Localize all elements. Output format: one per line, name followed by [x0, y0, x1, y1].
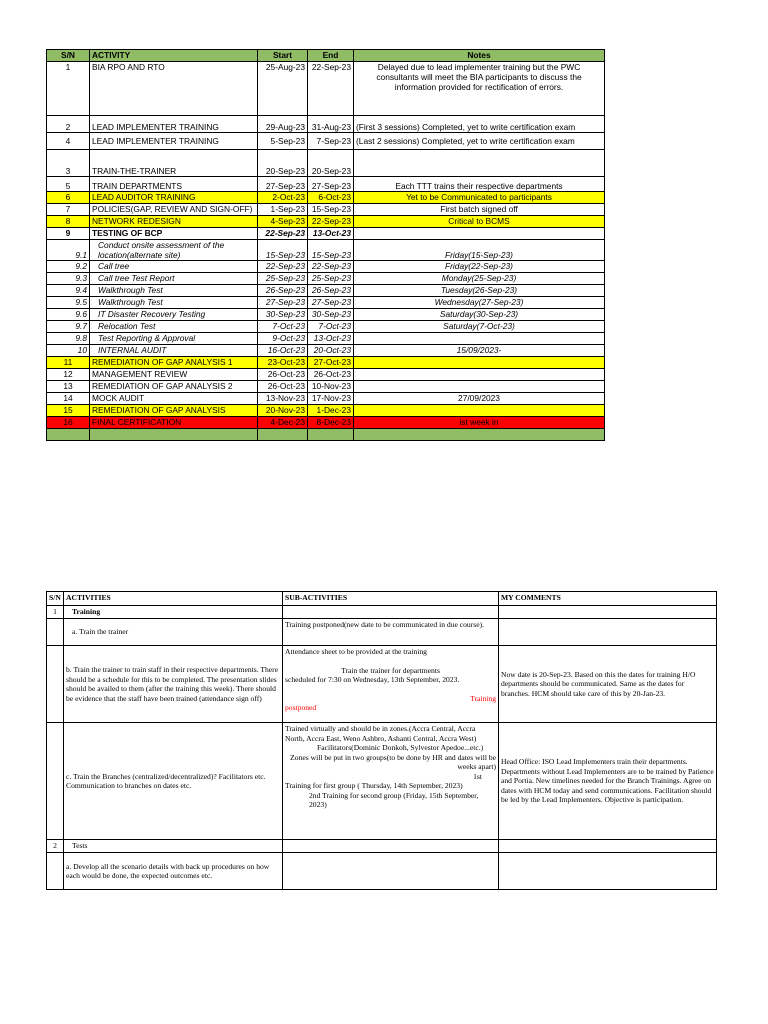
- row-notes: Delayed due to lead implementer training but the PWC consultants will meet the BIA participants to discuss the information provided for rectification of errors.: [354, 62, 605, 116]
- row-activity: Walkthrough Test: [90, 297, 258, 309]
- row-start: 23-Oct-23: [258, 357, 308, 369]
- activity-sub-cell: [283, 723, 499, 840]
- row-sn: 15: [47, 405, 90, 417]
- section-title: Training: [64, 606, 283, 619]
- row-sn: 16: [47, 417, 90, 429]
- row-activity: REMEDIATION OF GAP ANALYSIS: [90, 405, 258, 417]
- sub-line: scheduled for 7:30 on Wednesday, 13th September, 2023.: [285, 675, 460, 684]
- row-notes: Friday(15-Sep-23): [354, 240, 605, 261]
- schedule-row: [47, 216, 605, 228]
- row-end: 7-Sep-23: [308, 133, 354, 150]
- row-end: 27-Sep-23: [308, 177, 354, 192]
- schedule-header-row: [47, 50, 605, 62]
- row-end: 7-Oct-23: [308, 321, 354, 333]
- schedule-row: [47, 333, 605, 345]
- row-sn: 2: [47, 116, 90, 133]
- row-start: 27-Sep-23: [258, 177, 308, 192]
- activity-row: [47, 646, 717, 723]
- row-notes: [354, 405, 605, 417]
- header-activity: ACTIVITY: [90, 50, 258, 62]
- row-sn: 7: [47, 204, 90, 216]
- row-notes: Critical to BCMS: [354, 216, 605, 228]
- activity-text: a. Develop all the scenario details with back up procedures on how each would be done, the expected outcomes etc.: [64, 853, 283, 890]
- row-notes: Friday(22-Sep-23): [354, 261, 605, 273]
- row-activity: LEAD AUDITOR TRAINING: [90, 192, 258, 204]
- row-sn: 4: [47, 133, 90, 150]
- row-start: 20-Sep-23: [258, 150, 308, 177]
- row-activity: [90, 429, 258, 441]
- row-sn: 9.6: [47, 309, 90, 321]
- section-sn: 1: [47, 606, 64, 619]
- row-end: 13-Oct-23: [308, 228, 354, 240]
- row-end: 10-Nov-23: [308, 381, 354, 393]
- row-activity: Conduct onsite assessment of the location(alternate site): [90, 240, 258, 261]
- row-sn: 5: [47, 177, 90, 192]
- row-notes: Each TTT trains their respective departments: [354, 177, 605, 192]
- schedule-row: [47, 204, 605, 216]
- row-start: 15-Sep-23: [258, 240, 308, 261]
- activity-row: [47, 853, 717, 890]
- row-activity: LEAD IMPLEMENTER TRAINING: [90, 116, 258, 133]
- row-activity: REMEDIATION OF GAP ANALYSIS 2: [90, 381, 258, 393]
- row-activity: BIA RPO AND RTO: [90, 62, 258, 116]
- header-sn: S/N: [47, 50, 90, 62]
- schedule-row: [47, 192, 605, 204]
- header-comments: MY COMMENTS: [499, 592, 717, 606]
- project-schedule-table: [46, 49, 605, 441]
- row-end: 26-Sep-23: [308, 285, 354, 297]
- row-sn: 13: [47, 381, 90, 393]
- row-activity: Walkthrough Test: [90, 285, 258, 297]
- sub-line-status: Training: [470, 693, 496, 703]
- activity-comment: Head Office: ISO Lead Implementers train their departments. Departments without Lead Implementers are to be trained by Patience and Portia. New timelines needed for the Branch Trainings. Agree on dates with HCM today and send communications. Facilitation should be led by the Lead Implementers. Objective is participation.: [499, 723, 717, 840]
- row-notes: [354, 228, 605, 240]
- schedule-row: [47, 429, 605, 441]
- activity-text: c. Train the Branches (centralized/decentralized)? Facilitators etc. Communication to branches on dates etc.: [64, 723, 283, 840]
- row-start: 5-Sep-23: [258, 133, 308, 150]
- row-notes: [354, 429, 605, 441]
- row-end: 22-Sep-23: [308, 261, 354, 273]
- row-start: 7-Oct-23: [258, 321, 308, 333]
- row-end: 13-Oct-23: [308, 333, 354, 345]
- row-start: 25-Sep-23: [258, 273, 308, 285]
- activity-comment: [499, 619, 717, 646]
- row-activity: REMEDIATION OF GAP ANALYSIS 1: [90, 357, 258, 369]
- row-end: 8-Dec-23: [308, 417, 354, 429]
- row-notes: [354, 369, 605, 381]
- row-notes: [354, 333, 605, 345]
- schedule-row: [47, 369, 605, 381]
- row-sn: 9.8: [47, 333, 90, 345]
- row-notes: (First 3 sessions) Completed, yet to write certification exam: [354, 116, 605, 133]
- row-sn: 10: [47, 345, 90, 357]
- schedule-row: [47, 345, 605, 357]
- row-end: [308, 429, 354, 441]
- activity-row: [47, 723, 717, 840]
- section-title: Tests: [64, 840, 283, 853]
- sub-line: Training for first group ( Thursday, 14th September, 2023): [285, 781, 463, 790]
- schedule-row: [47, 177, 605, 192]
- row-notes: Tuesday(26-Sep-23): [354, 285, 605, 297]
- schedule-row: [47, 116, 605, 133]
- schedule-row: [47, 357, 605, 369]
- row-start: 26-Oct-23: [258, 369, 308, 381]
- row-notes: Wednesday(27-Sep-23): [354, 297, 605, 309]
- row-end: 25-Sep-23: [308, 273, 354, 285]
- header-end: End: [308, 50, 354, 62]
- row-activity: LEAD IMPLEMENTER TRAINING: [90, 133, 258, 150]
- schedule-row: [47, 133, 605, 150]
- row-sn: 9: [47, 228, 90, 240]
- row-end: 15-Sep-23: [308, 204, 354, 216]
- row-activity: Call tree Test Report: [90, 273, 258, 285]
- sub-line: 1st: [473, 771, 482, 781]
- row-start: 29-Aug-23: [258, 116, 308, 133]
- row-start: 16-Oct-23: [258, 345, 308, 357]
- schedule-row: [47, 261, 605, 273]
- sub-line: Zones will be put in two groups(to be done by HR and dates will be weeks apart): [290, 752, 496, 771]
- row-sn: 9.2: [47, 261, 90, 273]
- row-sn: 9.3: [47, 273, 90, 285]
- section-sn: 2: [47, 840, 64, 853]
- row-end: 27-Sep-23: [308, 297, 354, 309]
- schedule-row: [47, 309, 605, 321]
- activity-sn-empty: [47, 619, 64, 646]
- row-start: 4-Dec-23: [258, 417, 308, 429]
- row-end: 30-Sep-23: [308, 309, 354, 321]
- schedule-row: [47, 240, 605, 261]
- row-start: 26-Oct-23: [258, 381, 308, 393]
- activity-sub: Training postponed(new date to be communicated in due course).: [283, 619, 499, 646]
- row-notes: [354, 381, 605, 393]
- row-end: 1-Dec-23: [308, 405, 354, 417]
- row-end: 17-Nov-23: [308, 393, 354, 405]
- row-notes: First batch signed off: [354, 204, 605, 216]
- row-activity: TRAIN-THE-TRAINER: [90, 150, 258, 177]
- sub-line: Attendance sheet to be provided at the training: [285, 647, 427, 656]
- row-activity: Test Reporting & Approval: [90, 333, 258, 345]
- row-sn: 6: [47, 192, 90, 204]
- row-start: 4-Sep-23: [258, 216, 308, 228]
- activity-sub-cell: [283, 646, 499, 723]
- row-start: 22-Sep-23: [258, 228, 308, 240]
- row-end: 20-Oct-23: [308, 345, 354, 357]
- schedule-row: [47, 297, 605, 309]
- row-sn: 11: [47, 357, 90, 369]
- schedule-row: [47, 273, 605, 285]
- activity-sn-empty: [47, 646, 64, 723]
- row-sn: 9.5: [47, 297, 90, 309]
- row-notes: Monday(25-Sep-23): [354, 273, 605, 285]
- schedule-row: [47, 321, 605, 333]
- row-start: 25-Aug-23: [258, 62, 308, 116]
- row-activity: FINAL CERTIFICATION: [90, 417, 258, 429]
- row-notes: Saturday(7-Oct-23): [354, 321, 605, 333]
- row-sn: 1: [47, 62, 90, 116]
- row-end: 27-Oct-23: [308, 357, 354, 369]
- row-activity: TRAIN DEPARTMENTS: [90, 177, 258, 192]
- row-activity: Relocation Test: [90, 321, 258, 333]
- header-start: Start: [258, 50, 308, 62]
- row-notes: Saturday(30-Sep-23): [354, 309, 605, 321]
- row-activity: MANAGEMENT REVIEW: [90, 369, 258, 381]
- sub-line: Trained virtually and should be in zones.(Accra Central, Accra North, Accra East, Weno Ashbro, Ashanti Central, Accra West): [285, 724, 477, 743]
- activity-row: [47, 619, 717, 646]
- sub-line: 2nd Training for second group (Friday, 15th September, 2023): [309, 790, 479, 809]
- row-end: 22-Sep-23: [308, 216, 354, 228]
- row-notes: 15/09/2023-: [354, 345, 605, 357]
- schedule-row: [47, 62, 605, 116]
- section-sub-empty: [283, 606, 499, 619]
- sub-line: Train the trainer for departments: [341, 665, 440, 675]
- row-start: 2-Oct-23: [258, 192, 308, 204]
- row-activity: TESTING OF BCP: [90, 228, 258, 240]
- row-notes: 27/09/2023: [354, 393, 605, 405]
- header-notes: Notes: [354, 50, 605, 62]
- header-sub-activities: SUB-ACTIVITIES: [283, 592, 499, 606]
- row-activity: Call tree: [90, 261, 258, 273]
- section-row-tests: [47, 840, 717, 853]
- activity-sn-empty: [47, 853, 64, 890]
- row-start: 9-Oct-23: [258, 333, 308, 345]
- section-comment-empty: [499, 840, 717, 853]
- activity-comment: Now date is 20-Sep-23. Based on this the dates for training H/O departments should be communicated. Same as the dates for branches. HCM should take care of this by 20-Jan-23.: [499, 646, 717, 723]
- sub-line-status: postponed: [285, 703, 317, 712]
- schedule-row: [47, 417, 605, 429]
- section-sub-empty: [283, 840, 499, 853]
- activity-sn-empty: [47, 723, 64, 840]
- row-start: 1-Sep-23: [258, 204, 308, 216]
- row-activity: POLICIES(GAP, REVIEW AND SIGN-OFF): [90, 204, 258, 216]
- row-notes: [354, 357, 605, 369]
- row-activity: IT Disaster Recovery Testing: [90, 309, 258, 321]
- schedule-row: [47, 228, 605, 240]
- header-sn: S/N: [47, 592, 64, 606]
- row-activity: INTERNAL AUDIT: [90, 345, 258, 357]
- row-sn: 9.7: [47, 321, 90, 333]
- row-start: 22-Sep-23: [258, 261, 308, 273]
- activities-table: [46, 591, 717, 890]
- row-activity: NETWORK REDESIGN: [90, 216, 258, 228]
- row-end: 26-Oct-23: [308, 369, 354, 381]
- row-sn: 3: [47, 150, 90, 177]
- row-start: 27-Sep-23: [258, 297, 308, 309]
- sub-line: Facilitators(Dominic Donkoh, Sylvestor Apedoe...etc.): [317, 743, 484, 752]
- activity-text: a. Train the trainer: [64, 619, 283, 646]
- row-notes: ist week in: [354, 417, 605, 429]
- row-sn: 9.4: [47, 285, 90, 297]
- activity-sub: [283, 853, 499, 890]
- schedule-row: [47, 393, 605, 405]
- row-start: 20-Nov-23: [258, 405, 308, 417]
- activity-text: b. Train the trainer to train staff in their respective departments. There should be a schedule for this to be completed. The presentation slides should be availed to them (after the training this week). There should be evidence that the staff have been trained (attendance sign off): [64, 646, 283, 723]
- row-start: [258, 429, 308, 441]
- row-end: 22-Sep-23: [308, 62, 354, 116]
- row-end: 20-Sep-23: [308, 150, 354, 177]
- schedule-row: [47, 381, 605, 393]
- row-start: 13-Nov-23: [258, 393, 308, 405]
- row-notes: Yet to be Communicated to participants: [354, 192, 605, 204]
- section-comment-empty: [499, 606, 717, 619]
- activities-header-row: [47, 592, 717, 606]
- schedule-row: [47, 285, 605, 297]
- row-end: 15-Sep-23: [308, 240, 354, 261]
- row-notes: [354, 150, 605, 177]
- row-notes: (Last 2 sessions) Completed, yet to write certification exam: [354, 133, 605, 150]
- row-sn: 14: [47, 393, 90, 405]
- row-end: 6-Oct-23: [308, 192, 354, 204]
- activity-comment: [499, 853, 717, 890]
- row-sn: 9.1: [47, 240, 90, 261]
- row-start: 30-Sep-23: [258, 309, 308, 321]
- row-sn: 8: [47, 216, 90, 228]
- row-activity: MOCK AUDIT: [90, 393, 258, 405]
- header-activities: ACTIVITIES: [64, 592, 283, 606]
- schedule-row: [47, 150, 605, 177]
- row-sn: [47, 429, 90, 441]
- section-row-training: [47, 606, 717, 619]
- row-start: 26-Sep-23: [258, 285, 308, 297]
- row-end: 31-Aug-23: [308, 116, 354, 133]
- row-sn: 12: [47, 369, 90, 381]
- schedule-row: [47, 405, 605, 417]
